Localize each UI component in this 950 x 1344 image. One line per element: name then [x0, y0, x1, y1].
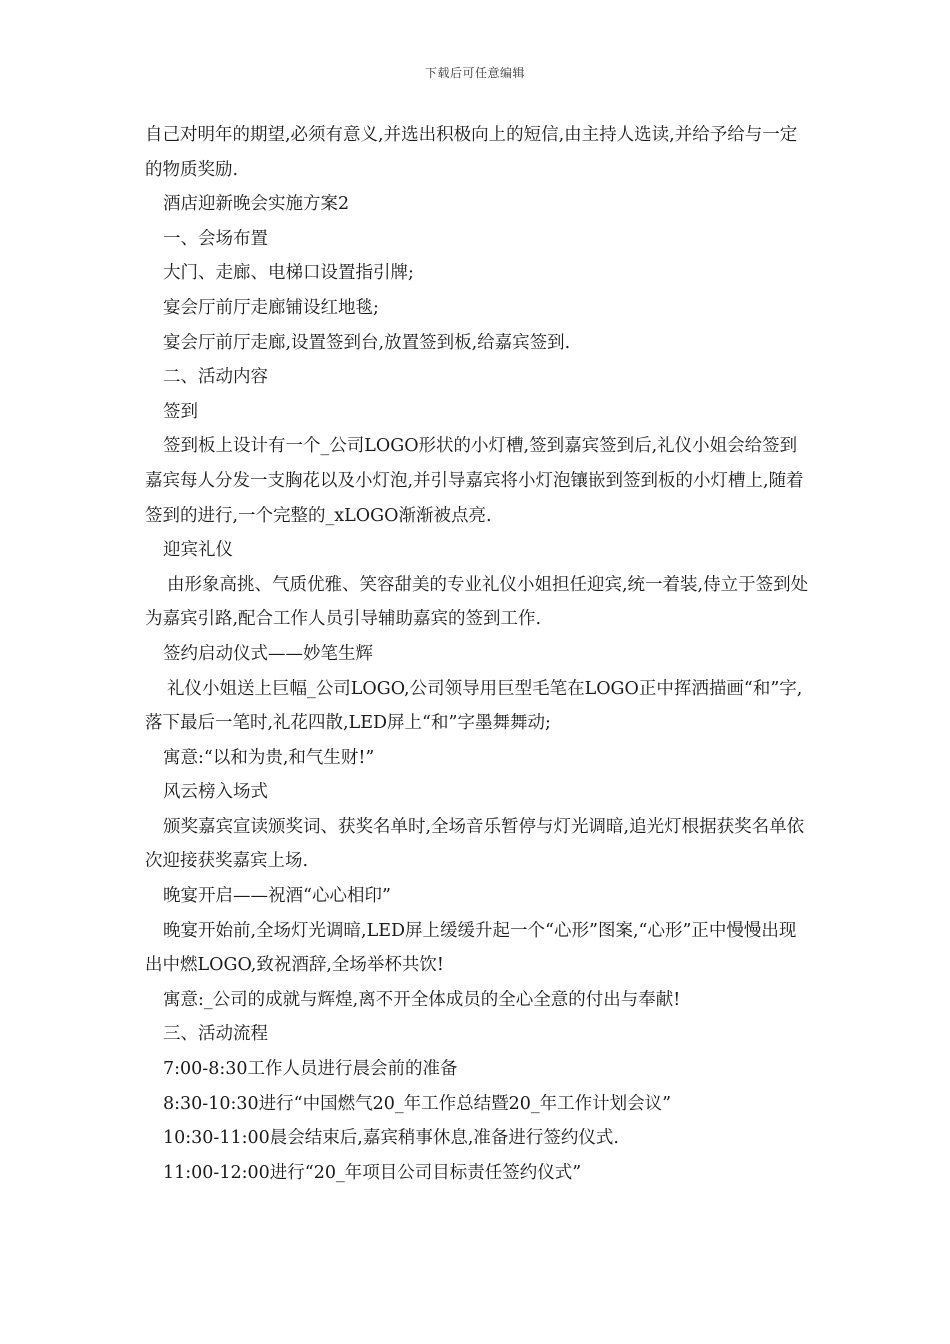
- section-heading: 一、会场布置: [163, 228, 268, 249]
- paragraph: 礼仪小姐送上巨幅_公司LOGO,公司领导用巨型毛笔在LOGO正中挥洒描画“和”字,落下最后一笔时,礼花四散,LED屏上“和”字墨舞舞动;: [145, 678, 803, 734]
- paragraph: 自己对明年的期望,必须有意义,并选出积极向上的短信,由主持人选读,并给予给与一定的物质奖励.: [145, 125, 798, 180]
- paragraph: 寓意:“以和为贵,和气生财!”: [163, 747, 375, 768]
- subheading: 签约启动仪式——妙笔生辉: [163, 643, 373, 664]
- schedule-item: 7:00-8:30工作人员进行晨会前的准备: [163, 1059, 458, 1080]
- schedule-item: 8:30-10:30进行“中国燃气20_年工作总结暨20_年工作计划会议”: [163, 1093, 672, 1114]
- subheading: 晚宴开启——祝酒“心心相印”: [163, 886, 391, 907]
- paragraph: 签到板上设计有一个_公司LOGO形状的小灯槽,签到嘉宾签到后,礼仪小姐会给签到嘉宾每人分发一支胸花以及小灯泡,并引导嘉宾将小灯泡镶嵌到签到板的小灯槽上,随着签到的进行,一个完整的_xLOGO渐渐被点亮.: [145, 436, 804, 526]
- paragraph: 宴会厅前厅走廊铺设红地毯;: [163, 297, 379, 318]
- paragraph: 由形象高挑、气质优雅、笑容甜美的专业礼仪小姐担任迎宾,统一着装,侍立于签到处为嘉宾引路,配合工作人员引导辅助嘉宾的签到工作.: [145, 574, 809, 630]
- paragraph: 大门、走廊、电梯口设置指引牌;: [163, 263, 414, 284]
- paragraph: 寓意:_公司的成就与辉煌,离不开全体成员的全心全意的付出与奉献!: [163, 989, 681, 1010]
- section-title: 酒店迎新晚会实施方案2: [163, 194, 350, 215]
- paragraph: 宴会厅前厅走廊,设置签到台,放置签到板,给嘉宾签到.: [163, 332, 571, 353]
- document-body: [145, 118, 810, 1190]
- subheading: 签到: [163, 401, 198, 422]
- paragraph: 晚宴开始前,全场灯光调暗,LED屏上缓缓升起一个“心形”图案,“心形”正中慢慢出现出中燃LOGO,致祝酒辞,全场举杯共饮!: [145, 920, 797, 976]
- schedule-item: 10:30-11:00晨会结束后,嘉宾稍事休息,准备进行签约仪式.: [163, 1128, 619, 1149]
- subheading: 风云榜入场式: [163, 782, 268, 803]
- schedule-item: 11:00-12:00进行“20_年项目公司目标责任签约仪式”: [163, 1162, 582, 1183]
- section-heading: 二、活动内容: [163, 367, 268, 388]
- section-heading: 三、活动流程: [163, 1024, 268, 1045]
- paragraph: 颁奖嘉宾宣读颁奖词、获奖名单时,全场音乐暂停与灯光调暗,追光灯根据获奖名单依次迎接获奖嘉宾上场.: [145, 816, 805, 872]
- subheading: 迎宾礼仪: [163, 540, 233, 561]
- page-header: 下载后可任意编辑: [424, 66, 525, 80]
